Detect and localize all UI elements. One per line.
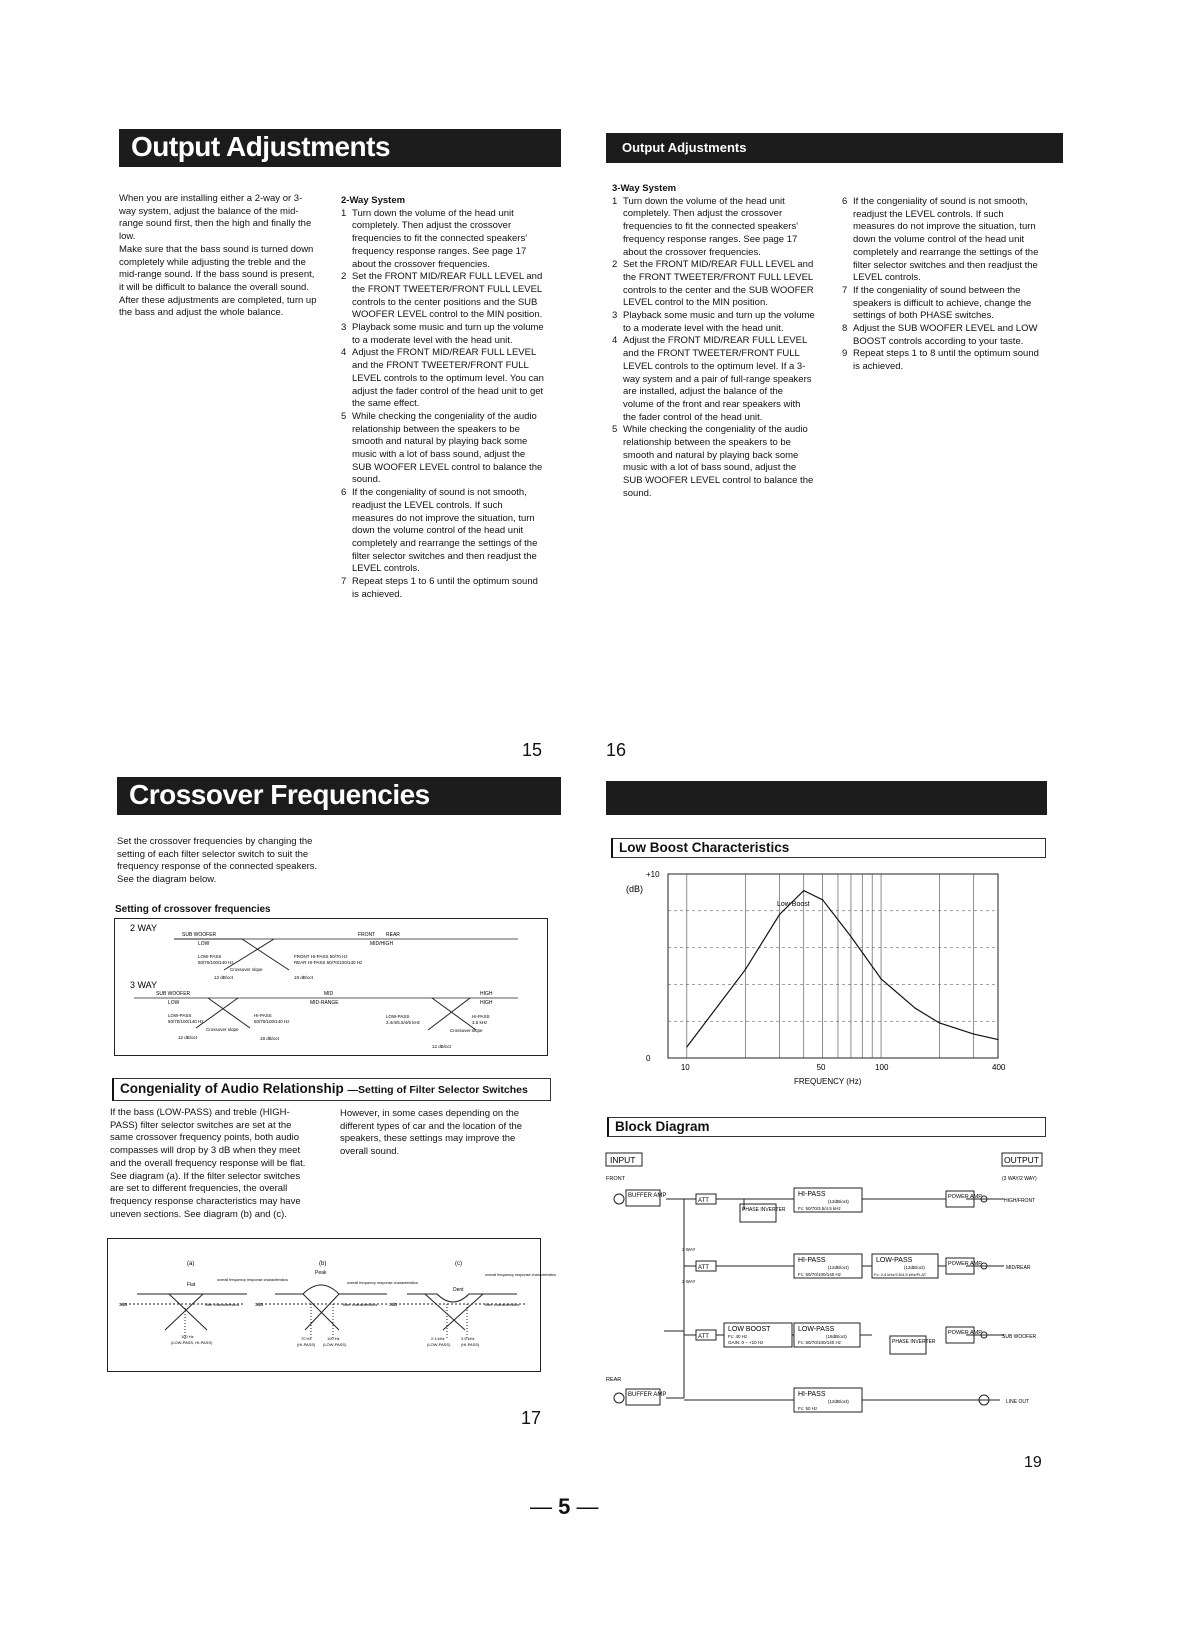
page16-step-list-b	[842, 196, 1046, 374]
svg-text:LOW: LOW	[168, 1000, 180, 1006]
chart-ylabel: (dB)	[626, 884, 644, 894]
series-line	[687, 891, 998, 1047]
block-diagram-heading: Block Diagram	[607, 1117, 1046, 1137]
svg-text:HIGH/FRONT: HIGH/FRONT	[1004, 1198, 1036, 1204]
chart-xlabel: FREQUENCY (Hz)	[794, 1077, 862, 1086]
svg-text:(HI-PASS): (HI-PASS)	[461, 1342, 480, 1347]
svg-text:(LOW-PASS, HI-PASS): (LOW-PASS, HI-PASS)	[171, 1340, 213, 1345]
svg-text:FRONT HI-PASS 50/70 Hz: FRONT HI-PASS 50/70 Hz	[294, 954, 348, 959]
step-item	[842, 348, 1046, 373]
block-diagram	[604, 1150, 1046, 1440]
svg-text:HIGH: HIGH	[480, 991, 493, 997]
page16-banner-title: Output Adjustments	[622, 140, 747, 155]
step-text: Repeat steps 1 to 8 until the optimum sound is achieved.	[853, 348, 1039, 373]
svg-text:Crossover slope: Crossover slope	[206, 1027, 239, 1032]
step-item	[612, 259, 816, 310]
data-point	[779, 914, 780, 915]
svg-text:REAR: REAR	[386, 932, 400, 938]
step-number: 6	[842, 196, 848, 207]
step-number: 7	[341, 576, 347, 588]
page16-banner	[606, 133, 1063, 163]
svg-text:HI-PASS: HI-PASS	[472, 1014, 490, 1019]
step-item	[842, 323, 1046, 348]
svg-text:(b): (b)	[319, 1261, 327, 1267]
label-3way: 3 WAY	[130, 980, 158, 990]
step-number: 3	[341, 322, 347, 334]
svg-text:(12dB/oct): (12dB/oct)	[904, 1265, 925, 1270]
page17-banner	[117, 777, 561, 815]
step-item	[612, 310, 816, 335]
step-text: While checking the congeniality of the audio relationship between the speakers to be smooth and natural by playing back some music with a lot of bass sound, adjust the SUB WOOFER LEVEL control to balance the sound.	[623, 424, 814, 499]
svg-text:overall frequency response cha: overall frequency response characteristics	[217, 1278, 288, 1282]
svg-text:(12dB/oct): (12dB/oct)	[828, 1399, 849, 1404]
step-number: 2	[612, 259, 618, 271]
page19-number: 19	[1024, 1454, 1042, 1471]
svg-text:filter characteristics: filter characteristics	[205, 1302, 240, 1307]
label-2way: 2 WAY	[130, 923, 158, 933]
svg-text:LOW: LOW	[198, 941, 210, 947]
footer-page-number: — 5 —	[530, 1494, 599, 1519]
svg-text:LOW-PASS: LOW-PASS	[168, 1013, 192, 1018]
step-item	[341, 208, 546, 272]
svg-text:(3 WAY/2 WAY): (3 WAY/2 WAY)	[1002, 1176, 1037, 1182]
svg-text:overall frequency response cha: overall frequency response characteristics	[485, 1273, 556, 1277]
svg-text:BUFFER AMP: BUFFER AMP	[628, 1193, 667, 1199]
y-tick-label: 0	[646, 1054, 651, 1063]
svg-text:FRONT: FRONT	[358, 932, 376, 938]
step-item	[341, 347, 546, 411]
step-number: 3	[612, 310, 618, 322]
page15-step-list	[341, 208, 546, 602]
page17-setting-title: Setting of crossover frequencies	[115, 904, 271, 915]
svg-text:SUB WOOFER: SUB WOOFER	[182, 932, 217, 938]
plot-frame	[668, 874, 998, 1058]
page15-system-title: 2-Way System	[341, 195, 406, 206]
svg-text:Fc: 50 Hz: Fc: 50 Hz	[798, 1406, 818, 1411]
svg-text:MID/HIGH: MID/HIGH	[370, 941, 394, 947]
svg-text:HI-PASS: HI-PASS	[798, 1257, 826, 1264]
svg-text:BUFFER AMP: BUFFER AMP	[628, 1392, 667, 1398]
step-number: 4	[612, 335, 618, 347]
y-tick-label: +10	[646, 870, 660, 879]
svg-text:3dB: 3dB	[255, 1302, 264, 1307]
data-point	[915, 1008, 916, 1009]
svg-text:3dB: 3dB	[119, 1302, 128, 1307]
svg-text:overall frequency response cha: overall frequency response characteristics	[347, 1281, 418, 1285]
svg-text:(HI-PASS): (HI-PASS)	[297, 1342, 316, 1347]
step-number: 5	[612, 424, 618, 436]
svg-text:INPUT: INPUT	[610, 1155, 636, 1165]
step-item	[341, 576, 546, 601]
step-text: If the congeniality of sound is not smooth, readjust the LEVEL controls. If such measures do not improve the situation, turn down the volume control of the head unit completely and rearrange the settings of the filter selector switches and then readjust the LEVEL controls.	[853, 196, 1039, 284]
step-text: Adjust the FRONT MID/REAR FULL LEVEL and the FRONT TWEETER/FRONT FULL LEVEL controls to the optimum level. If a 3-way system and a pair of full-range speakers are installed, adjust the balance of the volume of the front and rear speakers with the fader control of the head unit.	[623, 335, 812, 423]
svg-text:LOW-PASS: LOW-PASS	[876, 1257, 913, 1264]
svg-text:ATT: ATT	[698, 1334, 709, 1340]
svg-text:LINE OUT: LINE OUT	[1006, 1399, 1030, 1405]
svg-text:18 dB/oct: 18 dB/oct	[294, 975, 314, 980]
svg-text:filter characteristics: filter characteristics	[485, 1302, 520, 1307]
step-item	[612, 196, 816, 260]
step-item	[842, 196, 1046, 285]
data-point	[803, 890, 804, 891]
x-tick-label: 400	[992, 1063, 1006, 1072]
data-point	[686, 1046, 687, 1047]
svg-text:12 dB/oct: 12 dB/oct	[214, 975, 234, 980]
svg-text:SUB WOOFER: SUB WOOFER	[1002, 1334, 1037, 1340]
step-text: Adjust the SUB WOOFER LEVEL and LOW BOOST controls according to your taste.	[853, 323, 1038, 347]
page16-step-list-a	[612, 196, 816, 501]
data-point	[939, 1022, 940, 1023]
congeniality-left-text: If the bass (LOW-PASS) and treble (HIGH-PASS) filter selector switches are set at the same crossover frequency points, both audio compasses will drop by 3 dB when they meet and the overall frequency response will be flat. See diagram (a). If the filter selector switches are set to different frequencies, the overall frequency response characteristics may have uneven sections. See diagram (b) and (c).	[110, 1107, 306, 1220]
svg-text:HIGH: HIGH	[480, 1000, 493, 1006]
page17-intro: Set the crossover frequencies by changing the setting of each filter selector switch to suit the frequency response of the connected speakers. See the diagram below.	[117, 836, 318, 886]
svg-text:100 Hz: 100 Hz	[327, 1336, 340, 1341]
page17-banner-title: Crossover Frequencies	[129, 779, 430, 810]
data-point	[880, 978, 881, 979]
page19-banner	[606, 781, 1047, 815]
data-point	[745, 969, 746, 970]
svg-text:LOW-PASS: LOW-PASS	[198, 954, 222, 959]
step-text: If the congeniality of sound between the speakers is difficult to achieve, change the settings of both PHASE switches.	[853, 284, 1032, 322]
svg-text:Dent: Dent	[453, 1287, 464, 1293]
step-text: Turn down the volume of the head unit completely. Then adjust the crossover frequencies to fit the connected speakers' frequency response ranges. See page 17 about the crossover frequencies.	[623, 195, 799, 258]
congeniality-right-text: However, in some cases depending on the different types of car and the location of the speakers, these settings may improve the overall sound.	[340, 1108, 523, 1158]
step-text: Adjust the FRONT MID/REAR FULL LEVEL and the FRONT TWEETER/FRONT FULL LEVEL controls to the optimum level. You can adjust the fader control of the head unit to get the same effect.	[352, 347, 544, 410]
svg-text:LOW-PASS: LOW-PASS	[386, 1014, 410, 1019]
step-number: 5	[341, 410, 347, 422]
x-tick-label: 10	[680, 1063, 690, 1072]
svg-text:PHASE INVERTER: PHASE INVERTER	[742, 1207, 786, 1213]
frequency-response-curves	[107, 1238, 556, 1372]
svg-text:REAR HI-PASS 50/70/100/140 Hz: REAR HI-PASS 50/70/100/140 Hz	[294, 960, 363, 965]
svg-text:FRONT: FRONT	[606, 1176, 625, 1182]
step-text: Set the FRONT MID/REAR FULL LEVEL and the FRONT TWEETER/FRONT FULL LEVEL controls to the center positions and the SUB WOOFER LEVEL control to the MIN position.	[352, 271, 543, 321]
svg-text:MID/REAR: MID/REAR	[1006, 1265, 1031, 1271]
svg-text:POWER AMP: POWER AMP	[948, 1261, 982, 1267]
low-boost-heading: Low Boost Characteristics	[611, 838, 1046, 858]
svg-text:Crossover slope: Crossover slope	[450, 1028, 483, 1033]
svg-text:3dB: 3dB	[389, 1302, 398, 1307]
svg-text:50/70/100/140 Hz: 50/70/100/140 Hz	[254, 1019, 290, 1024]
page15-banner-title: Output Adjustments	[131, 131, 391, 162]
step-number: 2	[341, 271, 347, 283]
svg-text:HI-PASS: HI-PASS	[254, 1013, 272, 1018]
page15-number: 15	[522, 740, 543, 760]
congeniality-heading: Congeniality of Audio Relationship —Setting of Filter Selector Switches	[112, 1078, 551, 1101]
svg-text:2.4/4/5.5/4/5 kHz: 2.4/4/5.5/4/5 kHz	[386, 1020, 421, 1025]
step-number: 1	[612, 195, 618, 207]
step-item	[341, 322, 546, 347]
svg-text:SUB WOOFER: SUB WOOFER	[156, 991, 191, 997]
svg-text:GAIN: 0 – +10 Hz: GAIN: 0 – +10 Hz	[728, 1340, 764, 1345]
svg-text:50/70/100/140 Hz: 50/70/100/140 Hz	[168, 1019, 204, 1024]
step-text: Set the FRONT MID/REAR FULL LEVEL and the FRONT TWEETER/FRONT FULL LEVEL controls to the center and the SUB WOOFER LEVEL control to the MIN position.	[623, 259, 814, 309]
svg-text:3.5 kHz: 3.5 kHz	[461, 1336, 475, 1341]
step-item	[612, 335, 816, 424]
step-number: 4	[341, 347, 347, 359]
page15-steps	[341, 195, 546, 602]
svg-text:MID-RANGE: MID-RANGE	[310, 1000, 339, 1006]
svg-text:PHASE INVERTER: PHASE INVERTER	[892, 1339, 936, 1345]
svg-text:filter characteristics: filter characteristics	[343, 1302, 378, 1307]
svg-text:LOW BOOST: LOW BOOST	[728, 1326, 771, 1333]
svg-text:100 Hz: 100 Hz	[181, 1334, 194, 1339]
page16-system-title: 3-Way System	[612, 183, 677, 194]
x-tick-label: 100	[875, 1063, 889, 1072]
step-item	[842, 285, 1046, 323]
svg-text:3 WAY: 3 WAY	[682, 1247, 696, 1252]
svg-text:(12dB/oct): (12dB/oct)	[828, 1199, 849, 1204]
svg-text:Peak: Peak	[315, 1270, 327, 1276]
svg-text:Flat: Flat	[187, 1282, 196, 1288]
svg-text:OUTPUT: OUTPUT	[1004, 1155, 1039, 1165]
svg-text:LOW-PASS: LOW-PASS	[798, 1326, 835, 1333]
svg-text:REAR: REAR	[606, 1377, 622, 1383]
svg-text:Fc: 50/70/100/140 Hz: Fc: 50/70/100/140 Hz	[798, 1340, 842, 1345]
step-item	[341, 487, 546, 576]
svg-text:2 WAY: 2 WAY	[682, 1279, 696, 1284]
svg-text:(LOW-PASS): (LOW-PASS)	[427, 1342, 451, 1347]
data-point	[822, 899, 823, 900]
step-number: 7	[842, 284, 848, 296]
svg-text:3.5 kHz: 3.5 kHz	[472, 1020, 488, 1025]
svg-text:12 dB/oct: 12 dB/oct	[432, 1044, 452, 1049]
step-item	[612, 424, 816, 500]
step-text: Playback some music and turn up the volume to a moderate level with the head unit.	[352, 322, 544, 346]
step-number: 8	[842, 323, 848, 335]
step-number: 6	[341, 487, 347, 499]
step-item	[341, 271, 546, 322]
page16-steps-b	[842, 196, 1046, 374]
svg-text:70 Hz: 70 Hz	[301, 1336, 312, 1341]
svg-text:50/70/100/140 Hz: 50/70/100/140 Hz	[198, 960, 234, 965]
svg-text:18 dB/oct: 18 dB/oct	[260, 1036, 280, 1041]
page15-intro: When you are installing either a 2-way or 3-way system, adjust the balance of the mid-range sound first, then the high and finally the low. Make sure that the bass sound is turned down completely while adjusting the treble and the mid-range sound. If the bass sound is present, it will be difficult to balance the overall sound. After these adjustments are completed, turn up the bass and adjust the whole balance.	[119, 193, 317, 319]
step-text: Repeat steps 1 to 6 until the optimum sound is achieved.	[352, 576, 538, 600]
data-point	[850, 936, 851, 937]
svg-text:Crossover slope: Crossover slope	[230, 967, 263, 972]
x-tick-label: 50	[816, 1063, 826, 1072]
svg-text:ATT: ATT	[698, 1265, 709, 1271]
step-text: If the congeniality of sound is not smooth, readjust the LEVEL controls. If such measures do not improve the situation, turn down the volume control of the head unit completely and rearrange the settings of the filter selector switches and then readjust the LEVEL controls.	[352, 487, 538, 575]
step-text: While checking the congeniality of the audio relationship between the speakers to be smooth and natural by playing back some music with a lot of bass sound, adjust the SUB WOOFER LEVEL control to balance the sound.	[352, 410, 543, 486]
page16-number: 16	[606, 740, 627, 760]
svg-text:(12dB/oct): (12dB/oct)	[828, 1265, 849, 1270]
svg-text:HI-PASS: HI-PASS	[798, 1191, 826, 1198]
svg-text:POWER AMP: POWER AMP	[948, 1330, 982, 1336]
step-number: 9	[842, 348, 848, 360]
svg-text:Fc: 2.4 kHz/3.5/4.5 kHz/FLAT: Fc: 2.4 kHz/3.5/4.5 kHz/FLAT	[874, 1272, 927, 1277]
svg-text:Fc: 40 Hz: Fc: 40 Hz	[728, 1334, 748, 1339]
svg-text:Fc: 50/70/100/140 Hz: Fc: 50/70/100/140 Hz	[798, 1272, 842, 1277]
step-item	[341, 411, 546, 487]
step-number: 1	[341, 207, 347, 219]
svg-text:HI-PASS: HI-PASS	[798, 1391, 826, 1398]
svg-text:(c): (c)	[455, 1261, 462, 1267]
svg-text:Fc: 50/70/3.5/4.5 kHz: Fc: 50/70/3.5/4.5 kHz	[798, 1206, 841, 1211]
low-boost-chart	[614, 866, 1034, 1092]
step-text: Playback some music and turn up the volume to a moderate level with the head unit.	[623, 310, 815, 334]
page15-banner	[119, 129, 561, 167]
svg-text:(18dB/oct): (18dB/oct)	[826, 1334, 847, 1339]
page16-steps-a	[612, 183, 816, 501]
crossover-setting-diagram	[114, 918, 548, 1056]
data-point	[973, 1033, 974, 1034]
chart-title: Low Boost	[777, 901, 810, 908]
step-text: Turn down the volume of the head unit completely. Then adjust the crossover frequencies to fit the connected speakers' frequency response ranges. See page 17 about the crossover frequencies.	[352, 207, 528, 270]
svg-text:(LOW-PASS): (LOW-PASS)	[323, 1342, 347, 1347]
svg-text:12 dB/oct: 12 dB/oct	[178, 1035, 198, 1040]
svg-text:(a): (a)	[187, 1261, 195, 1267]
svg-text:POWER AMP: POWER AMP	[948, 1194, 982, 1200]
page17-number: 17	[521, 1408, 542, 1428]
svg-text:2.4 kHz: 2.4 kHz	[431, 1336, 445, 1341]
svg-text:MID: MID	[324, 991, 334, 997]
data-point	[997, 1039, 998, 1040]
svg-text:ATT: ATT	[698, 1198, 709, 1204]
